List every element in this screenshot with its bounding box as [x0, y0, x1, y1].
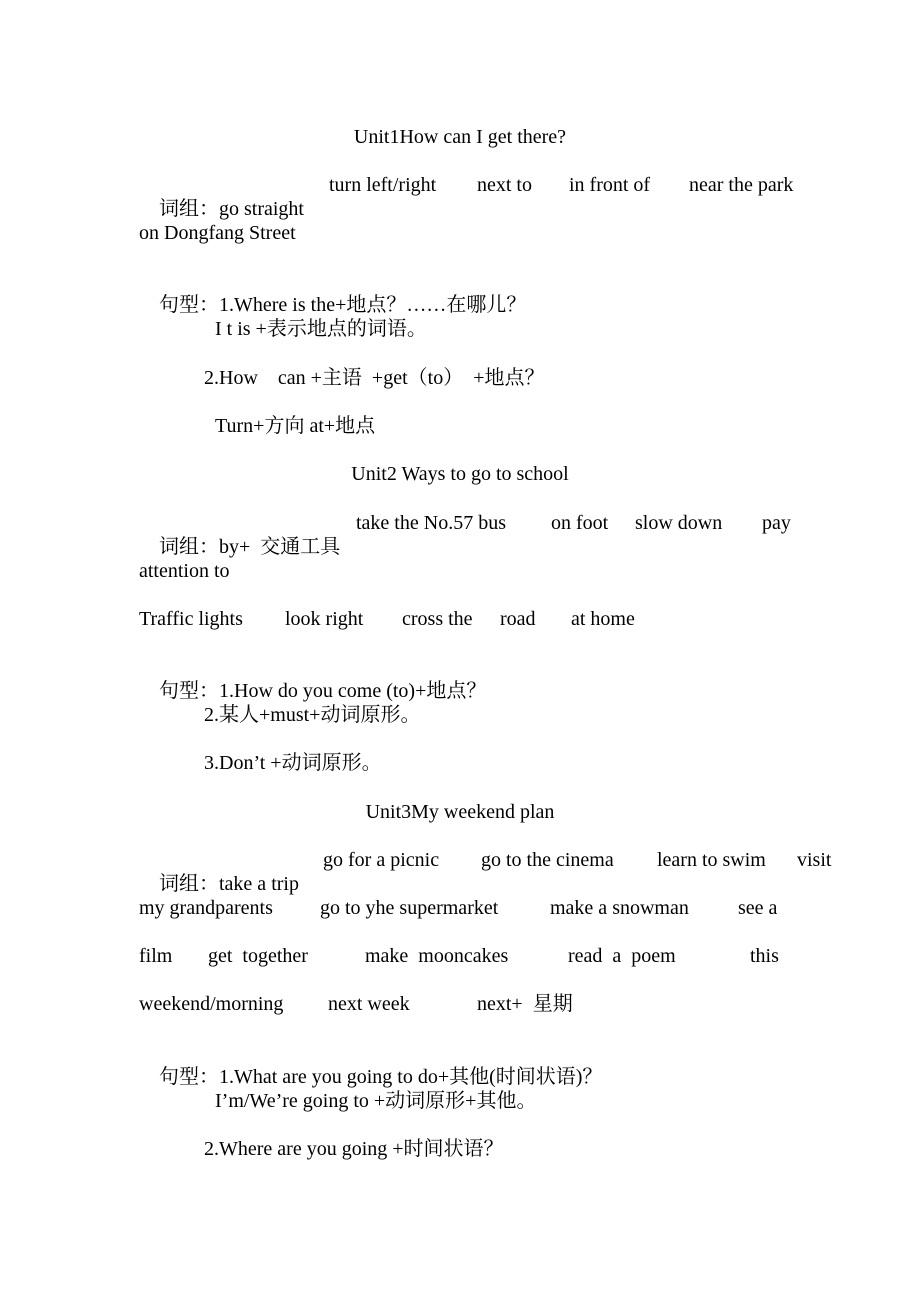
phrase: go to the cinema: [481, 849, 614, 871]
sentence: I t is +表示地点的词语。: [215, 318, 427, 340]
phrase: turn left/right: [329, 174, 437, 196]
phrase: by+ 交通工具: [219, 536, 341, 558]
phrase: go to yhe supermarket: [320, 897, 499, 919]
unit2-title: Unit2 Ways to go to school: [351, 463, 569, 485]
phrase: see a: [738, 897, 778, 919]
phrase: take the No.57 bus: [356, 512, 506, 534]
phrase-label: 词组：: [159, 873, 219, 895]
phrase: in front of: [569, 174, 651, 196]
phrase: pay: [762, 512, 791, 534]
phrase: attention to: [139, 560, 230, 582]
phrase: look right: [285, 608, 364, 630]
phrase: at home: [571, 608, 635, 630]
phrase: Traffic lights: [139, 608, 243, 630]
phrase-label: 词组：: [159, 198, 219, 220]
phrase: this: [750, 945, 779, 967]
sentence: 1.What are you going to do+其他(时间状语)？: [219, 1066, 603, 1088]
phrase-label: 词组：: [159, 536, 219, 558]
phrase: next+ 星期: [477, 993, 573, 1015]
sentence: 3.Don’t +动词原形。: [204, 752, 382, 774]
phrase: weekend/morning: [139, 993, 284, 1015]
sentence-label: 句型：: [159, 680, 219, 702]
unit3-title: Unit3My weekend plan: [365, 801, 555, 823]
phrase: next to: [477, 174, 532, 196]
sentence: 2.How can +主语 +get（to） +地点？: [204, 367, 545, 389]
phrase: go straight: [219, 198, 304, 220]
phrase: learn to swim: [657, 849, 766, 871]
phrase: near the park: [689, 174, 794, 196]
phrase: my grandparents: [139, 897, 273, 919]
sentence: 2.Where are you going +时间状语？: [204, 1138, 504, 1160]
sentence: 1.Where is the+地点？……在哪儿？: [219, 294, 527, 316]
sentence: Turn+方向 at+地点: [215, 415, 376, 437]
phrase: get together: [208, 945, 308, 967]
unit1-title: Unit1How can I get there?: [353, 126, 567, 148]
phrase: film: [139, 945, 173, 967]
phrase: go for a picnic: [323, 849, 440, 871]
phrase: on Dongfang Street: [139, 222, 296, 244]
phrase: visit: [797, 849, 832, 871]
phrase: cross the: [402, 608, 473, 630]
phrase: slow down: [635, 512, 723, 534]
sentence: I’m/We’re going to +动词原形+其他。: [215, 1090, 537, 1112]
phrase: next week: [328, 993, 410, 1015]
sentence-label: 句型：: [159, 1066, 219, 1088]
phrase: make a snowman: [550, 897, 689, 919]
phrase: make mooncakes: [365, 945, 509, 967]
sentence-label: 句型：: [159, 294, 219, 316]
phrase: on foot: [551, 512, 609, 534]
phrase: read a poem: [568, 945, 676, 967]
sentence: 1.How do you come (to)+地点？: [219, 680, 487, 702]
phrase: road: [500, 608, 536, 630]
sentence: 2.某人+must+动词原形。: [204, 704, 421, 726]
phrase: take a trip: [219, 873, 299, 895]
